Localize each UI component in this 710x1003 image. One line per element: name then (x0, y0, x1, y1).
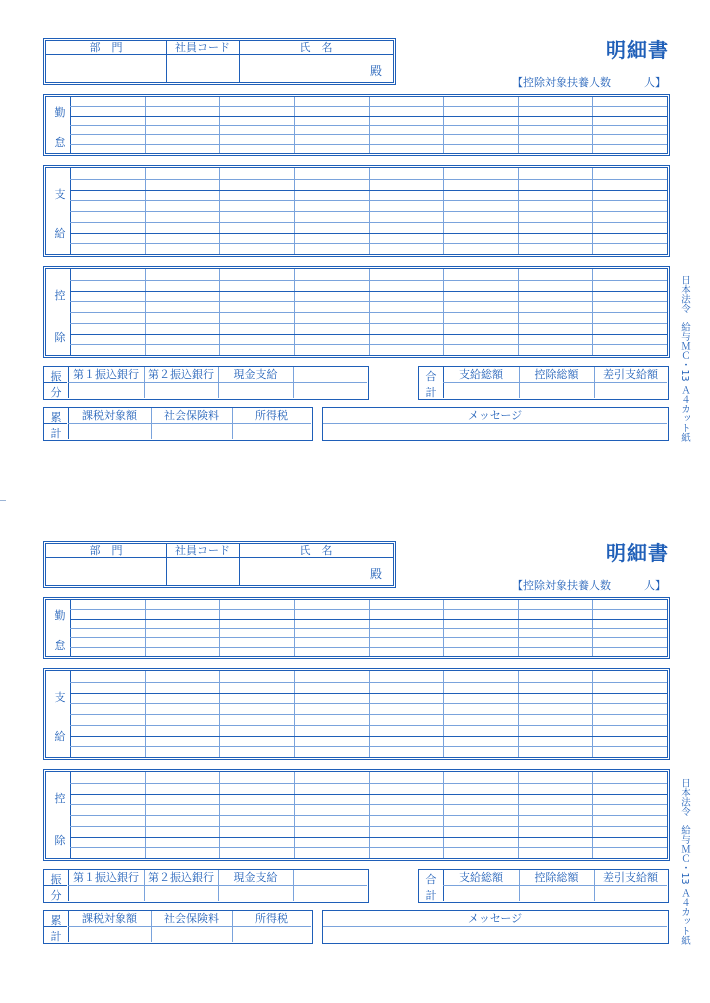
transfer-label-2: 分 (50, 386, 62, 399)
payslip-form (0, 0, 710, 500)
honorific-label: 殿 (369, 64, 382, 78)
total-label-2: 計 (425, 889, 437, 902)
message-box (322, 910, 669, 944)
cumulative-section (43, 910, 313, 944)
payment-section (43, 165, 670, 257)
paper-type-text: Ａ４カット紙 (679, 385, 690, 442)
taxable-amount-label: 課税対象額 (82, 912, 137, 925)
transfer-section (43, 869, 369, 903)
deduction-label-1: 控 (54, 289, 66, 302)
bank-2-label: 第２振込銀行 (148, 368, 214, 381)
publisher-text: 日本法令 (679, 778, 690, 816)
cumulative-label-1: 累 (50, 411, 62, 424)
employee-code-label: 社員コード (175, 544, 230, 557)
transfer-section (43, 366, 369, 400)
message-label: メッセージ (467, 912, 523, 925)
total-label-1: 合 (425, 370, 437, 383)
document-title: 明細書 (606, 541, 669, 565)
payment-label-2: 給 (54, 730, 66, 743)
publisher-text: 日本法令 (679, 275, 690, 313)
attendance-label-1: 勤 (54, 106, 66, 119)
deduction-section (43, 266, 670, 358)
net-pay-label: 差引支給額 (603, 368, 658, 381)
cumulative-label-2: 計 (50, 930, 62, 943)
transfer-label-2: 分 (50, 889, 62, 902)
bank-2-label: 第２振込銀行 (148, 871, 214, 884)
product-code-text: 給与ＭＣ・13 (679, 322, 690, 382)
name-label: 氏 名 (299, 544, 333, 557)
total-label-2: 計 (425, 386, 437, 399)
net-pay-label: 差引支給額 (603, 871, 658, 884)
document-title: 明細書 (606, 38, 669, 62)
message-box (322, 407, 669, 441)
payment-label-2: 給 (54, 227, 66, 240)
payment-label-1: 支 (54, 691, 66, 704)
gross-pay-label: 支給総額 (459, 871, 503, 884)
dependents-count: 【控除対象扶養人数 人】 (512, 579, 666, 592)
social-insurance-label: 社会保険料 (164, 409, 219, 422)
department-label: 部 門 (89, 41, 123, 54)
cash-label: 現金支給 (233, 871, 278, 884)
attendance-label-2: 怠 (54, 639, 66, 652)
total-deductions-label: 控除総額 (534, 368, 579, 381)
product-code-text: 給与ＭＣ・13 (679, 825, 690, 885)
social-insurance-label: 社会保険料 (164, 912, 219, 925)
name-label: 氏 名 (299, 41, 333, 54)
deduction-label-1: 控 (54, 792, 66, 805)
income-tax-label: 所得税 (255, 409, 288, 422)
cumulative-section (43, 407, 313, 441)
employee-header-box (43, 541, 396, 588)
honorific-label: 殿 (369, 567, 382, 581)
dependents-count: 【控除対象扶養人数 人】 (512, 76, 666, 89)
payslip-form (0, 503, 710, 1003)
attendance-label-1: 勤 (54, 609, 66, 622)
deduction-label-2: 除 (54, 834, 66, 847)
transfer-label-1: 振 (50, 370, 62, 383)
cash-label: 現金支給 (233, 368, 278, 381)
cumulative-label-2: 計 (50, 427, 62, 440)
employee-header-box (43, 38, 396, 85)
attendance-section (43, 597, 670, 659)
transfer-label-1: 振 (50, 873, 62, 886)
attendance-section (43, 94, 670, 156)
message-label: メッセージ (467, 409, 523, 422)
deduction-section (43, 769, 670, 861)
payment-label-1: 支 (54, 188, 66, 201)
cut-mark (0, 500, 6, 501)
total-label-1: 合 (425, 873, 437, 886)
deduction-label-2: 除 (54, 331, 66, 344)
employee-code-label: 社員コード (175, 41, 230, 54)
gross-pay-label: 支給総額 (459, 368, 503, 381)
total-section (418, 366, 669, 400)
income-tax-label: 所得税 (255, 912, 288, 925)
bank-1-label: 第１振込銀行 (73, 368, 139, 381)
bank-1-label: 第１振込銀行 (73, 871, 139, 884)
cumulative-label-1: 累 (50, 914, 62, 927)
payment-section (43, 668, 670, 760)
attendance-label-2: 怠 (54, 136, 66, 149)
paper-type-text: Ａ４カット紙 (679, 888, 690, 945)
taxable-amount-label: 課税対象額 (82, 409, 137, 422)
department-label: 部 門 (89, 544, 123, 557)
total-section (418, 869, 669, 903)
total-deductions-label: 控除総額 (534, 871, 579, 884)
